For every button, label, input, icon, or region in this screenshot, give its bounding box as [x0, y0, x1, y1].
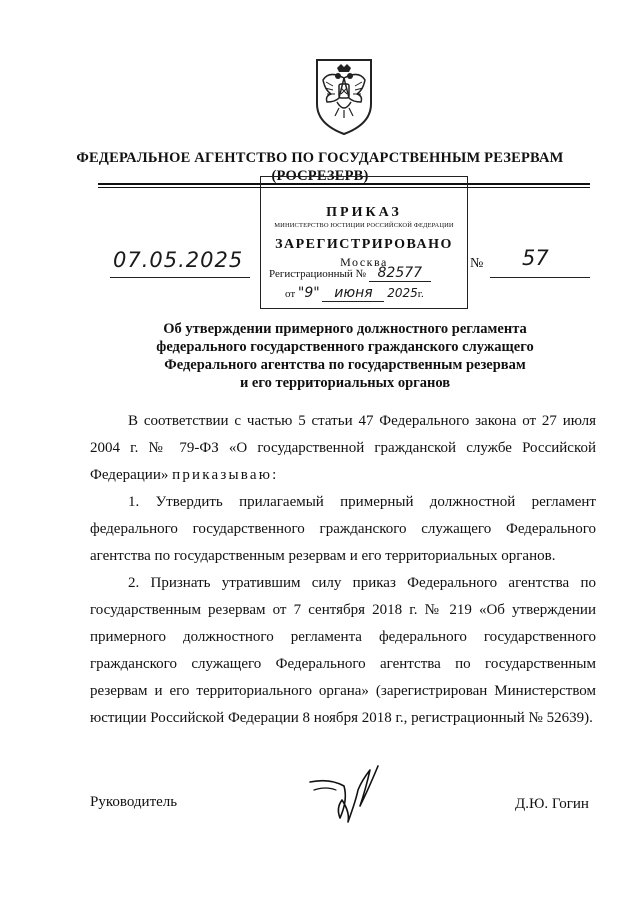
stamp-city: Москва [340, 255, 388, 269]
stamp-date-line [285, 285, 424, 302]
stamp-registered: ЗАРЕГИСТРИРОВАНО [275, 237, 453, 252]
agency-name: ФЕДЕРАЛЬНОЕ АГЕНТСТВО ПО ГОСУДАРСТВЕННЫМ РЕЗЕРВАМ [76, 150, 564, 166]
handwritten-signature-icon [300, 760, 390, 830]
order-date-underline [110, 277, 250, 278]
stamp-date-day: "9" [297, 285, 320, 301]
intro-paragraph [90, 408, 596, 489]
order-number-underline [490, 277, 590, 278]
stamp-date-month: июня [322, 285, 384, 302]
item-2-paragraph: 2. Признать утратившим силу приказ Федерального агентства по государственным резервам от 7 сентября 2018 г. № 219 «Об утверждении примерного должностного регламента федерального государственного гражданского служащего Федерального агентства по государственным резервам и его территориального органа» (зарегистрирован Министерством юстиции Российской Федерации 8 ноября 2018 г., регистрационный № 52639). [90, 575, 596, 726]
stamp-reg-label: Регистрационный № [269, 268, 367, 280]
stamp-date-prefix: от [285, 288, 296, 300]
intro-text: В соответствии с частью 5 статьи 47 Федерального закона от 27 июля 2004 г. № 79-ФЗ «О государственной гражданской службе Российской Федерации» [90, 413, 596, 483]
title-line-3: Федерального агентства по государственным резервам [164, 357, 526, 373]
order-date: 07.05.2025 [113, 248, 244, 272]
document-body [90, 408, 596, 732]
title-line-2: федерального государственного гражданского служащего [156, 339, 534, 355]
order-number-label: № [470, 256, 484, 271]
document-title [0, 320, 640, 392]
stamp-ministry: МИНИСТЕРСТВО ЮСТИЦИИ РОССИЙСКОЙ ФЕДЕРАЦИИ [274, 222, 454, 229]
stamp-date-year: 2025 [387, 286, 418, 300]
stamp-prikaz: ПРИКАЗ [326, 205, 402, 220]
item-1-paragraph: 1. Утвердить прилагаемый примерный должностной регламент федерального государственного гражданского служащего Федерального агентства по государственным резервам и его территориальных органов. [90, 494, 596, 564]
signatory-name: Д.Ю. Гогин [515, 796, 589, 812]
signatory-position: Руководитель [90, 794, 178, 810]
stamp-registration-line [269, 265, 431, 282]
order-number: 57 [522, 246, 549, 270]
title-line-4: и его территориальных органов [239, 375, 451, 391]
russian-coat-of-arms-icon [311, 56, 377, 136]
agency-short-name: (РОСРЕЗЕРВ) [271, 168, 369, 184]
stamp-date-suffix: г. [417, 288, 424, 300]
intro-verb: приказываю: [172, 467, 279, 483]
registration-stamp [260, 176, 468, 309]
title-line-1: Об утверждении примерного должностного регламента [163, 321, 527, 337]
stamp-reg-number: 82577 [369, 265, 431, 282]
